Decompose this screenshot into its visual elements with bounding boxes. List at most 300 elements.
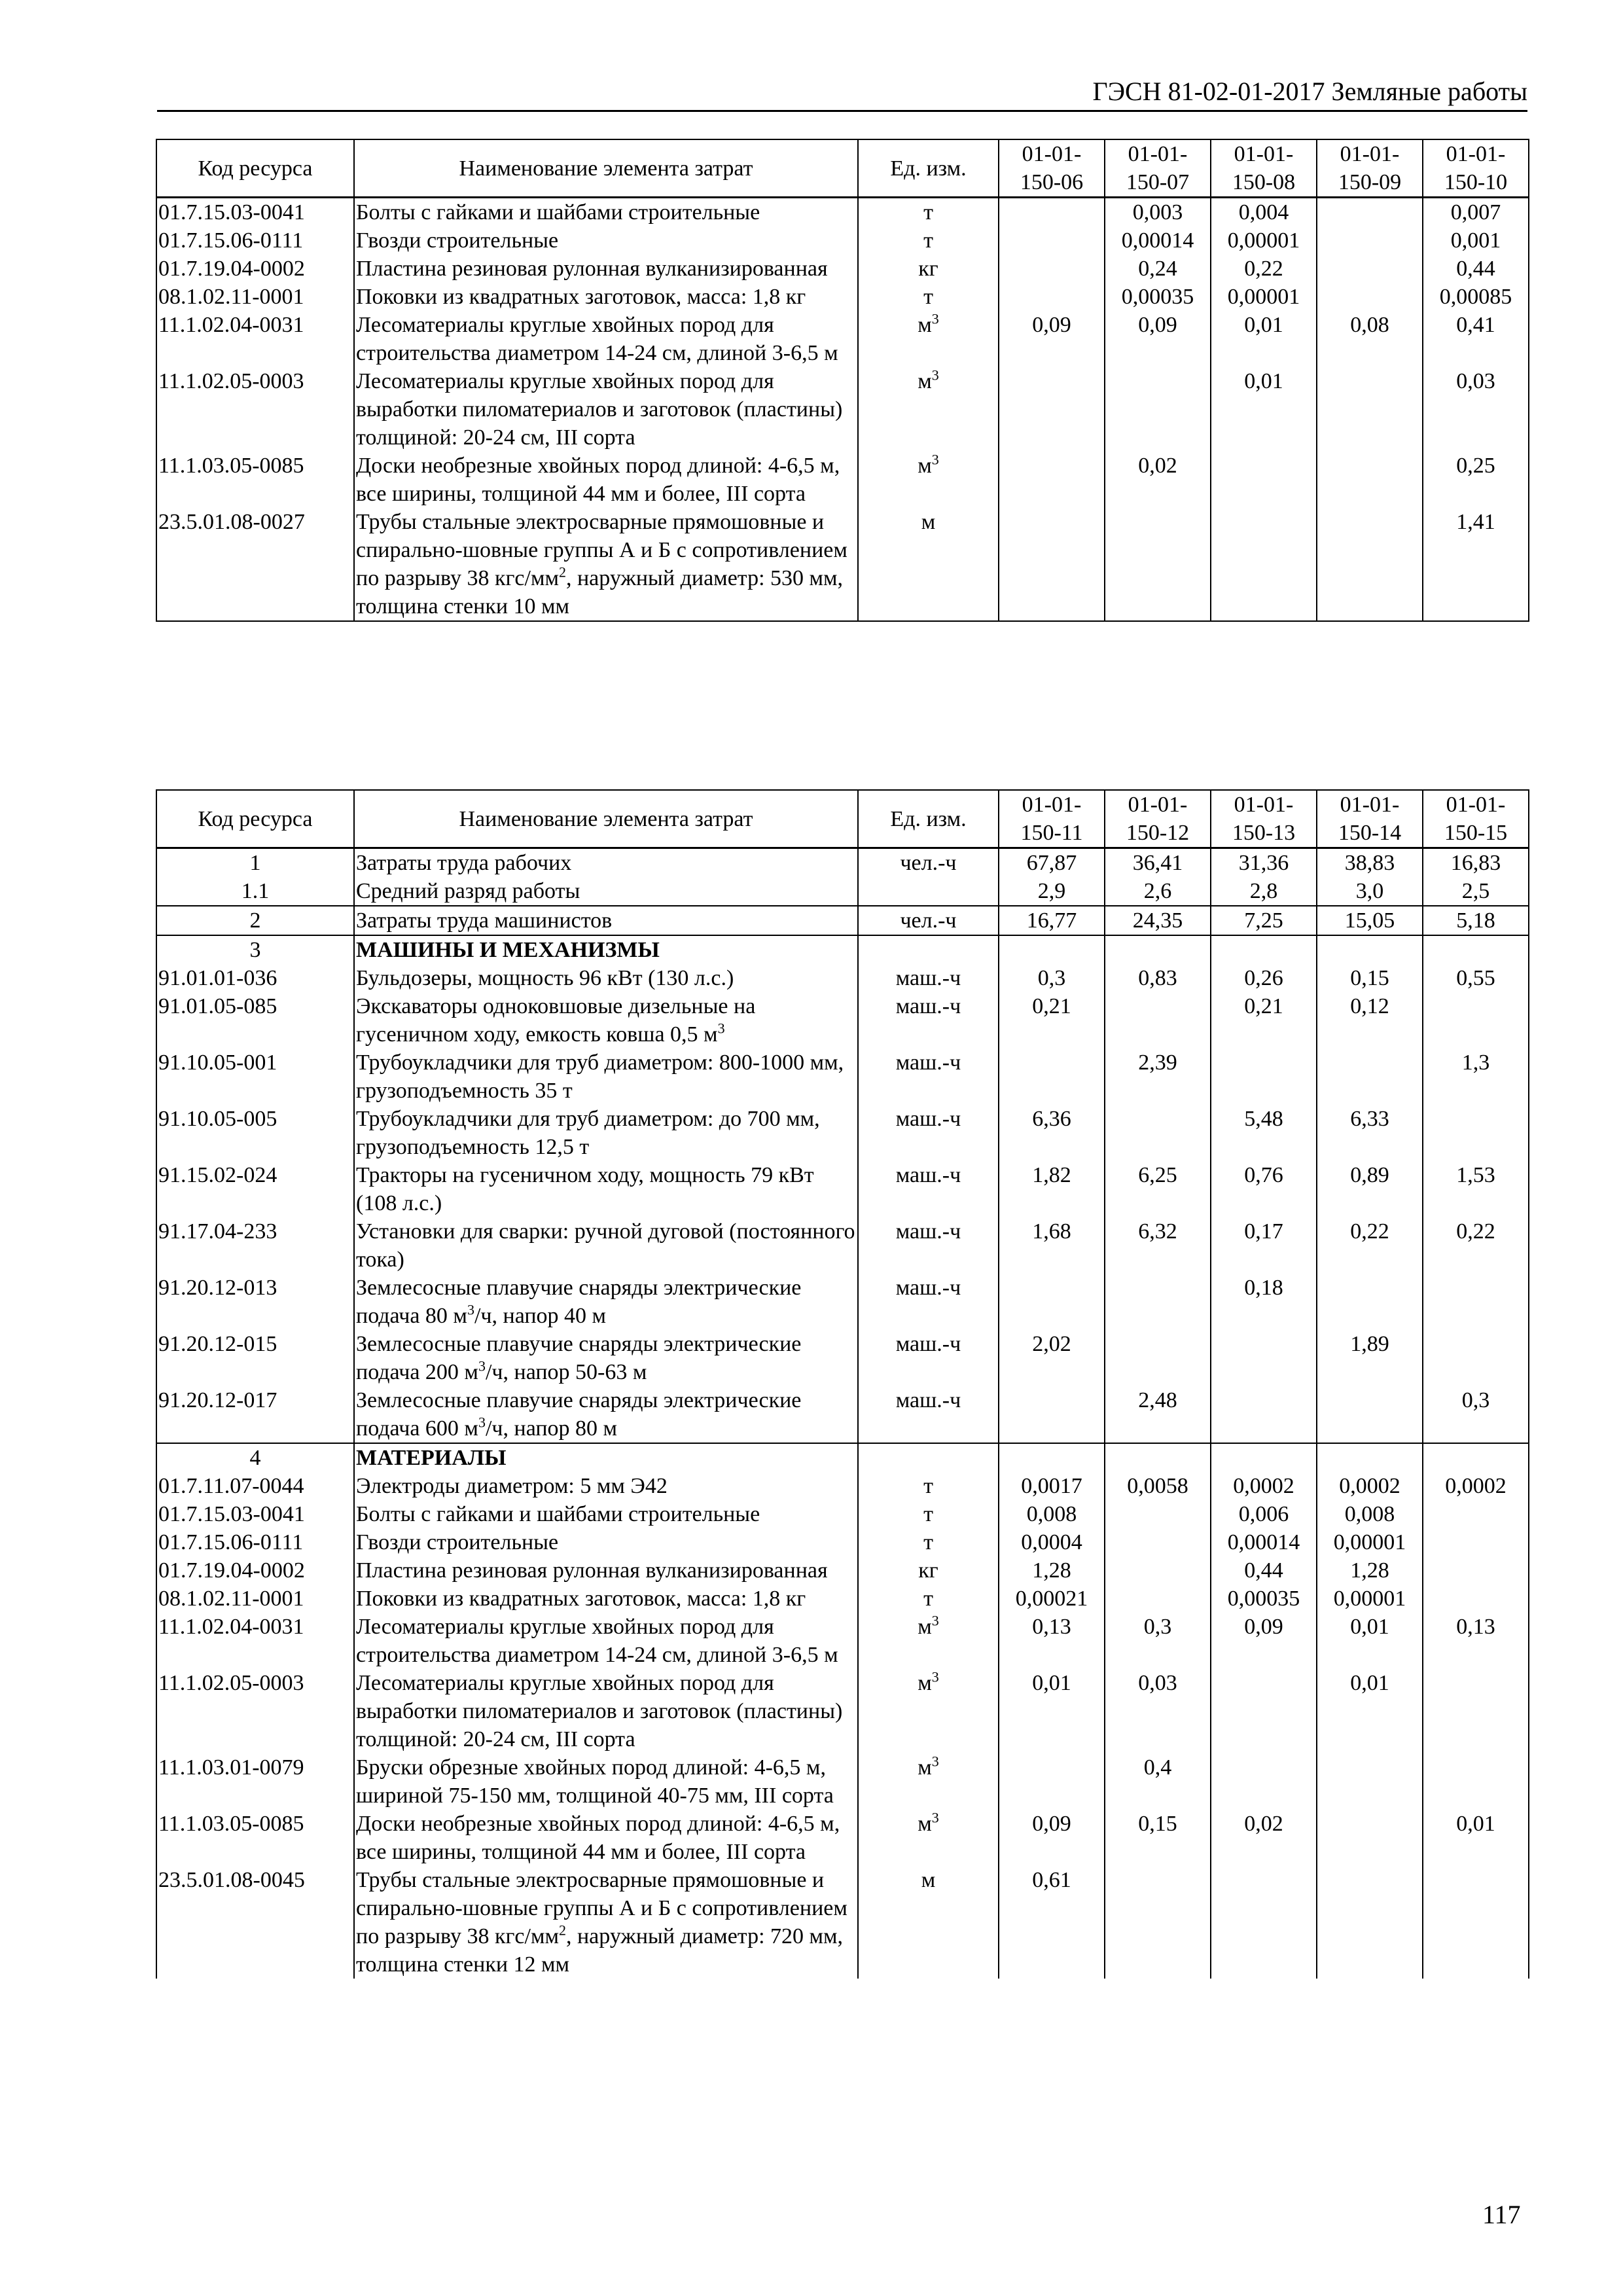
resource-code: 2 — [156, 906, 354, 935]
resource-unit: маш.-ч — [858, 1161, 999, 1217]
resource-unit: т — [858, 283, 999, 311]
header-col: 01-01- 150-07 — [1105, 139, 1211, 198]
resource-name: Трубоукладчики для труб диаметром: 800-1000 мм, грузоподъемность 35 т — [354, 1049, 858, 1105]
table-row — [156, 1528, 1529, 1556]
table-row — [156, 311, 1529, 367]
header-col: 01-01- 150-13 — [1211, 790, 1317, 848]
resource-code: 91.20.12-017 — [156, 1386, 354, 1443]
resource-code: 23.5.01.08-0027 — [156, 508, 354, 621]
resource-code: 01.7.19.04-0002 — [156, 255, 354, 283]
table-row — [156, 1866, 1529, 1979]
resource-unit: чел.-ч — [858, 848, 999, 878]
resource-value: 2,02 — [999, 1330, 1105, 1386]
resource-name: Лесоматериалы круглые хвойных пород для выработки пиломатериалов и заготовок (пластины) толщиной: 20-24 см, III сорта — [354, 1669, 858, 1753]
resource-value — [1105, 1443, 1211, 1472]
resource-value: 0,83 — [1105, 964, 1211, 992]
resource-value: 0,89 — [1317, 1161, 1423, 1217]
resource-value — [1423, 1866, 1529, 1979]
resource-value: 1,53 — [1423, 1161, 1529, 1217]
table-row — [156, 964, 1529, 992]
header-col: 01-01- 150-06 — [999, 139, 1105, 198]
resource-value — [1105, 367, 1211, 452]
resource-unit: кг — [858, 1556, 999, 1585]
resource-value: 0,00001 — [1211, 283, 1317, 311]
resource-unit: маш.-ч — [858, 1049, 999, 1105]
resource-unit: т — [858, 1472, 999, 1500]
resource-name: Трубы стальные электросварные прямошовные и спирально-шовные группы А и Б с сопротивлением по разрыву 38 кгс/$мм^2$, наружный диаметр: 530 мм, толщина стенки 10 мм — [354, 508, 858, 621]
resource-value: 0,44 — [1211, 1556, 1317, 1585]
resource-unit — [858, 1443, 999, 1472]
resource-value: 0,03 — [1423, 367, 1529, 452]
resource-value — [1105, 508, 1211, 621]
resource-value — [1317, 255, 1423, 283]
header-col: 01-01- 150-08 — [1211, 139, 1317, 198]
table-row — [156, 255, 1529, 283]
resource-name: Доски необрезные хвойных пород длиной: 4-6,5 м, все ширины, толщиной 44 мм и более, III сорта — [354, 1810, 858, 1866]
table-row — [156, 1330, 1529, 1386]
resource-value — [1317, 935, 1423, 964]
page-header — [157, 73, 1527, 112]
resource-name: Бульдозеры, мощность 96 кВт (130 л.с.) — [354, 964, 858, 992]
resource-name: Доски необрезные хвойных пород длиной: 4-6,5 м, все ширины, толщиной 44 мм и более, III сорта — [354, 452, 858, 508]
resource-code: 91.17.04-233 — [156, 1217, 354, 1274]
resource-unit: $м^3$ — [858, 1810, 999, 1866]
resource-name: Трубоукладчики для труб диаметром: до 700 мм, грузоподъемность 12,5 т — [354, 1105, 858, 1161]
resource-value — [1211, 1866, 1317, 1979]
resource-name: Болты с гайками и шайбами строительные — [354, 1500, 858, 1528]
table-row — [156, 1613, 1529, 1669]
resource-value — [1105, 992, 1211, 1049]
resource-value — [1105, 935, 1211, 964]
resource-value: 6,25 — [1105, 1161, 1211, 1217]
resource-value — [999, 1753, 1105, 1810]
header-col: 01-01- 150-15 — [1423, 790, 1529, 848]
table-row — [156, 906, 1529, 935]
resource-code: 11.1.03.05-0085 — [156, 452, 354, 508]
header-col: 01-01- 150-10 — [1423, 139, 1529, 198]
resource-value: 0,02 — [1105, 452, 1211, 508]
document-title: ГЭСН 81-02-01-2017 Земляные работы — [1092, 77, 1527, 106]
resource-code: 01.7.15.03-0041 — [156, 198, 354, 227]
resource-value: 0,4 — [1105, 1753, 1211, 1810]
resource-value — [1423, 1500, 1529, 1528]
resource-value: 0,3 — [1105, 1613, 1211, 1669]
resource-value: 0,15 — [1317, 964, 1423, 992]
resource-value — [1317, 1753, 1423, 1810]
resource-value — [1423, 1753, 1529, 1810]
resource-code: 91.15.02-024 — [156, 1161, 354, 1217]
resource-value: 0,0017 — [999, 1472, 1105, 1500]
resource-value — [999, 1274, 1105, 1330]
table-row — [156, 1472, 1529, 1500]
header-col: 01-01- 150-09 — [1317, 139, 1423, 198]
resource-value: 0,01 — [1423, 1810, 1529, 1866]
resource-value: 1,3 — [1423, 1049, 1529, 1105]
resource-value: 0,0002 — [1211, 1472, 1317, 1500]
resource-value — [1423, 992, 1529, 1049]
resource-unit: маш.-ч — [858, 1217, 999, 1274]
resource-value: 0,01 — [999, 1669, 1105, 1753]
resource-name: Поковки из квадратных заготовок, масса: 1,8 кг — [354, 283, 858, 311]
table-row — [156, 1105, 1529, 1161]
resource-value: 1,28 — [1317, 1556, 1423, 1585]
resource-value — [1211, 508, 1317, 621]
table-row — [156, 1161, 1529, 1217]
resource-code: 91.20.12-013 — [156, 1274, 354, 1330]
resource-name: Затраты труда рабочих — [354, 848, 858, 878]
resource-value — [999, 452, 1105, 508]
resource-value: 38,83 — [1317, 848, 1423, 878]
resource-value: 1,89 — [1317, 1330, 1423, 1386]
resource-value: 0,09 — [999, 311, 1105, 367]
resource-value: 0,003 — [1105, 198, 1211, 227]
resource-value — [1105, 1500, 1211, 1528]
resource-unit: м — [858, 508, 999, 621]
table-row — [156, 848, 1529, 878]
resource-value: 0,22 — [1211, 255, 1317, 283]
resource-code: 08.1.02.11-0001 — [156, 1585, 354, 1613]
resource-value: 0,008 — [1317, 1500, 1423, 1528]
resource-value: 0,00085 — [1423, 283, 1529, 311]
resource-value — [1105, 1330, 1211, 1386]
resource-table-2 — [156, 789, 1529, 1979]
resource-unit: маш.-ч — [858, 964, 999, 992]
resource-unit: $м^3$ — [858, 1613, 999, 1669]
resource-code: 91.10.05-005 — [156, 1105, 354, 1161]
resource-name: Бруски обрезные хвойных пород длиной: 4-6,5 м, шириной 75-150 мм, толщиной 40-75 мм, III сорта — [354, 1753, 858, 1810]
resource-value: 0,13 — [1423, 1613, 1529, 1669]
resource-value — [999, 283, 1105, 311]
resource-value: 1,82 — [999, 1161, 1105, 1217]
resource-name: Землесосные плавучие снаряды электрические подача 200 $м^3/ч$, напор 50-63 м — [354, 1330, 858, 1386]
header-col: 01-01- 150-14 — [1317, 790, 1423, 848]
resource-code: 91.01.01-036 — [156, 964, 354, 992]
resource-value: 2,39 — [1105, 1049, 1211, 1105]
resource-unit: маш.-ч — [858, 1386, 999, 1443]
resource-code: 01.7.15.06-0111 — [156, 226, 354, 255]
resource-value: 0,13 — [999, 1613, 1105, 1669]
resource-unit: маш.-ч — [858, 992, 999, 1049]
resource-value: 0,00014 — [1105, 226, 1211, 255]
resource-value — [1317, 1443, 1423, 1472]
table-row — [156, 198, 1529, 227]
resource-value: 0,00021 — [999, 1585, 1105, 1613]
resource-unit: т — [858, 198, 999, 227]
resource-value — [1317, 508, 1423, 621]
resource-value — [1211, 1386, 1317, 1443]
resource-value: 0,001 — [1423, 226, 1529, 255]
header-name: Наименование элемента затрат — [354, 139, 858, 198]
resource-value: 0,21 — [1211, 992, 1317, 1049]
header-unit: Ед. изм. — [858, 139, 999, 198]
table-row — [156, 1500, 1529, 1528]
resource-value — [999, 508, 1105, 621]
resource-value: 2,9 — [999, 877, 1105, 906]
resource-code: 11.1.03.01-0079 — [156, 1753, 354, 1810]
resource-value: 0,00001 — [1317, 1585, 1423, 1613]
resource-value — [1105, 1528, 1211, 1556]
resource-value — [1105, 1556, 1211, 1585]
resource-value: 0,01 — [1211, 367, 1317, 452]
resource-name: Лесоматериалы круглые хвойных пород для строительства диаметром 14-24 см, длиной 3-6,5 м — [354, 311, 858, 367]
resource-value — [999, 255, 1105, 283]
resource-code: 1 — [156, 848, 354, 878]
resource-unit: т — [858, 1528, 999, 1556]
resource-value: 0,004 — [1211, 198, 1317, 227]
resource-value — [999, 198, 1105, 227]
resource-name: Трубы стальные электросварные прямошовные и спирально-шовные группы А и Б с сопротивлением по разрыву 38 кгс/$мм^2$, наружный диаметр: 720 мм, толщина стенки 12 мм — [354, 1866, 858, 1979]
table-row — [156, 1049, 1529, 1105]
resource-value: 2,6 — [1105, 877, 1211, 906]
resource-name: Тракторы на гусеничном ходу, мощность 79 кВт (108 л.с.) — [354, 1161, 858, 1217]
resource-value: 6,33 — [1317, 1105, 1423, 1161]
resource-value — [1423, 1443, 1529, 1472]
resource-name: Гвозди строительные — [354, 226, 858, 255]
resource-value — [1423, 1669, 1529, 1753]
resource-value — [999, 226, 1105, 255]
resource-value — [1317, 1274, 1423, 1330]
resource-value — [999, 1443, 1105, 1472]
resource-value — [999, 367, 1105, 452]
resource-value — [1105, 1105, 1211, 1161]
resource-name: Средний разряд работы — [354, 877, 858, 906]
table-row — [156, 877, 1529, 906]
resource-unit: $м^3$ — [858, 311, 999, 367]
resource-value: 0,03 — [1105, 1669, 1211, 1753]
resource-name: Лесоматериалы круглые хвойных пород для строительства диаметром 14-24 см, длиной 3-6,5 м — [354, 1613, 858, 1669]
resource-value — [1317, 283, 1423, 311]
resource-code: 01.7.15.06-0111 — [156, 1528, 354, 1556]
resource-value: 16,77 — [999, 906, 1105, 935]
resource-name: Электроды диаметром: 5 мм Э42 — [354, 1472, 858, 1500]
resource-name: Землесосные плавучие снаряды электрические подача 600 $м^3/ч$, напор 80 м — [354, 1386, 858, 1443]
resource-value — [1211, 1330, 1317, 1386]
resource-code: 4 — [156, 1443, 354, 1472]
header-code: Код ресурса — [156, 790, 354, 848]
resource-value — [999, 1049, 1105, 1105]
resource-value: 7,25 — [1211, 906, 1317, 935]
resource-value: 6,32 — [1105, 1217, 1211, 1274]
resource-value: 0,61 — [999, 1866, 1105, 1979]
page-number: 117 — [1482, 2200, 1521, 2229]
resource-value — [1105, 1866, 1211, 1979]
header-col: 01-01- 150-11 — [999, 790, 1105, 848]
resource-name: Пластина резиновая рулонная вулканизированная — [354, 1556, 858, 1585]
table-row — [156, 283, 1529, 311]
resource-value: 0,76 — [1211, 1161, 1317, 1217]
resource-name: Пластина резиновая рулонная вулканизированная — [354, 255, 858, 283]
resource-code: 01.7.15.03-0041 — [156, 1500, 354, 1528]
resource-value: 0,41 — [1423, 311, 1529, 367]
resource-value — [1423, 1105, 1529, 1161]
resource-value — [1317, 1866, 1423, 1979]
resource-value: 0,08 — [1317, 311, 1423, 367]
resource-value: 0,01 — [1211, 311, 1317, 367]
resource-unit: $м^3$ — [858, 1753, 999, 1810]
resource-unit — [858, 877, 999, 906]
resource-name: Поковки из квадратных заготовок, масса: 1,8 кг — [354, 1585, 858, 1613]
resource-value: 0,15 — [1105, 1810, 1211, 1866]
resource-code: 91.20.12-015 — [156, 1330, 354, 1386]
resource-code: 11.1.02.04-0031 — [156, 311, 354, 367]
resource-value: 0,24 — [1105, 255, 1211, 283]
resource-value — [1423, 1274, 1529, 1330]
table-body — [156, 848, 1529, 1979]
resource-value: 0,00001 — [1317, 1528, 1423, 1556]
resource-value — [1211, 1753, 1317, 1810]
resource-unit: м — [858, 1866, 999, 1979]
resource-unit: $м^3$ — [858, 367, 999, 452]
resource-value: 2,5 — [1423, 877, 1529, 906]
resource-value: 2,8 — [1211, 877, 1317, 906]
resource-value — [1317, 226, 1423, 255]
header-unit: Ед. изм. — [858, 790, 999, 848]
resource-value: 16,83 — [1423, 848, 1529, 878]
resource-value: 2,48 — [1105, 1386, 1211, 1443]
table-row — [156, 1386, 1529, 1443]
table-body — [156, 198, 1529, 622]
resource-value — [1423, 1585, 1529, 1613]
resource-value — [1423, 1556, 1529, 1585]
resource-code: 01.7.11.07-0044 — [156, 1472, 354, 1500]
resource-value: 0,18 — [1211, 1274, 1317, 1330]
resource-value: 0,00035 — [1211, 1585, 1317, 1613]
resource-value — [1317, 367, 1423, 452]
resource-code: 3 — [156, 935, 354, 964]
resource-value: 6,36 — [999, 1105, 1105, 1161]
header-name: Наименование элемента затрат — [354, 790, 858, 848]
resource-name: МАТЕРИАЛЫ — [354, 1443, 858, 1472]
table-row — [156, 1556, 1529, 1585]
resource-value: 15,05 — [1317, 906, 1423, 935]
resource-value: 0,17 — [1211, 1217, 1317, 1274]
resource-value: 0,0002 — [1317, 1472, 1423, 1500]
resource-table-1 — [156, 139, 1529, 622]
resource-value — [1211, 452, 1317, 508]
table-row — [156, 1810, 1529, 1866]
resource-value: 0,55 — [1423, 964, 1529, 992]
resource-value: 0,00014 — [1211, 1528, 1317, 1556]
resource-value: 0,008 — [999, 1500, 1105, 1528]
header-code: Код ресурса — [156, 139, 354, 198]
resource-value — [1105, 1585, 1211, 1613]
resource-value: 0,3 — [1423, 1386, 1529, 1443]
resource-value: 0,006 — [1211, 1500, 1317, 1528]
resource-value: 0,007 — [1423, 198, 1529, 227]
table-header-row — [156, 139, 1529, 198]
resource-name: Гвозди строительные — [354, 1528, 858, 1556]
resource-value: 24,35 — [1105, 906, 1211, 935]
resource-value — [1211, 1443, 1317, 1472]
resource-value: 0,0058 — [1105, 1472, 1211, 1500]
resource-code: 11.1.03.05-0085 — [156, 1810, 354, 1866]
resource-value: 0,02 — [1211, 1810, 1317, 1866]
resource-code: 91.10.05-001 — [156, 1049, 354, 1105]
resource-unit: чел.-ч — [858, 906, 999, 935]
resource-code: 23.5.01.08-0045 — [156, 1866, 354, 1979]
resource-value: 0,09 — [999, 1810, 1105, 1866]
table-row — [156, 508, 1529, 621]
resource-value — [1423, 1528, 1529, 1556]
resource-value — [1105, 1274, 1211, 1330]
resource-value: 0,25 — [1423, 452, 1529, 508]
table-row — [156, 1585, 1529, 1613]
resource-value: 0,21 — [999, 992, 1105, 1049]
resource-name: МАШИНЫ И МЕХАНИЗМЫ — [354, 935, 858, 964]
table-row — [156, 1669, 1529, 1753]
table-row — [156, 1443, 1529, 1472]
resource-value: 0,01 — [1317, 1613, 1423, 1669]
resource-value: 67,87 — [999, 848, 1105, 878]
resource-unit: маш.-ч — [858, 1330, 999, 1386]
resource-value — [1317, 452, 1423, 508]
resource-code: 1.1 — [156, 877, 354, 906]
resource-value — [1317, 198, 1423, 227]
resource-value: 0,09 — [1105, 311, 1211, 367]
resource-unit: маш.-ч — [858, 1105, 999, 1161]
resource-value: 0,22 — [1317, 1217, 1423, 1274]
table-row — [156, 452, 1529, 508]
resource-value — [1211, 935, 1317, 964]
resource-value — [999, 1386, 1105, 1443]
resource-value: 0,00001 — [1211, 226, 1317, 255]
table-row — [156, 1217, 1529, 1274]
resource-value: 5,18 — [1423, 906, 1529, 935]
resource-unit: т — [858, 226, 999, 255]
resource-value: 0,3 — [999, 964, 1105, 992]
resource-value: 0,22 — [1423, 1217, 1529, 1274]
resource-unit: маш.-ч — [858, 1274, 999, 1330]
table-row — [156, 1274, 1529, 1330]
resource-value — [1423, 1330, 1529, 1386]
resource-value: 31,36 — [1211, 848, 1317, 878]
resource-name: Затраты труда машинистов — [354, 906, 858, 935]
resource-value: 0,44 — [1423, 255, 1529, 283]
resource-value — [999, 935, 1105, 964]
resource-value — [1211, 1669, 1317, 1753]
resource-value: 5,48 — [1211, 1105, 1317, 1161]
resource-unit — [858, 935, 999, 964]
resource-name: Лесоматериалы круглые хвойных пород для выработки пиломатериалов и заготовок (пластины) толщиной: 20-24 см, III сорта — [354, 367, 858, 452]
resource-code: 11.1.02.04-0031 — [156, 1613, 354, 1669]
resource-value: 0,01 — [1317, 1669, 1423, 1753]
resource-value: 0,0002 — [1423, 1472, 1529, 1500]
resource-value — [1317, 1810, 1423, 1866]
table-row — [156, 367, 1529, 452]
resource-value: 3,0 — [1317, 877, 1423, 906]
resource-value — [1317, 1386, 1423, 1443]
resource-value — [1423, 935, 1529, 964]
resource-value: 1,28 — [999, 1556, 1105, 1585]
resource-code: 11.1.02.05-0003 — [156, 1669, 354, 1753]
resource-unit: т — [858, 1585, 999, 1613]
resource-value: 0,0004 — [999, 1528, 1105, 1556]
table-row — [156, 1753, 1529, 1810]
resource-code: 91.01.05-085 — [156, 992, 354, 1049]
resource-value: 1,41 — [1423, 508, 1529, 621]
resource-name: Установки для сварки: ручной дуговой (постоянного тока) — [354, 1217, 858, 1274]
table-row — [156, 226, 1529, 255]
resource-value: 0,26 — [1211, 964, 1317, 992]
resource-value: 1,68 — [999, 1217, 1105, 1274]
resource-value — [1317, 1049, 1423, 1105]
resource-code: 11.1.02.05-0003 — [156, 367, 354, 452]
resource-unit: $м^3$ — [858, 1669, 999, 1753]
resource-unit: $м^3$ — [858, 452, 999, 508]
table-row — [156, 992, 1529, 1049]
table-header-row — [156, 790, 1529, 848]
resource-value: 0,00035 — [1105, 283, 1211, 311]
